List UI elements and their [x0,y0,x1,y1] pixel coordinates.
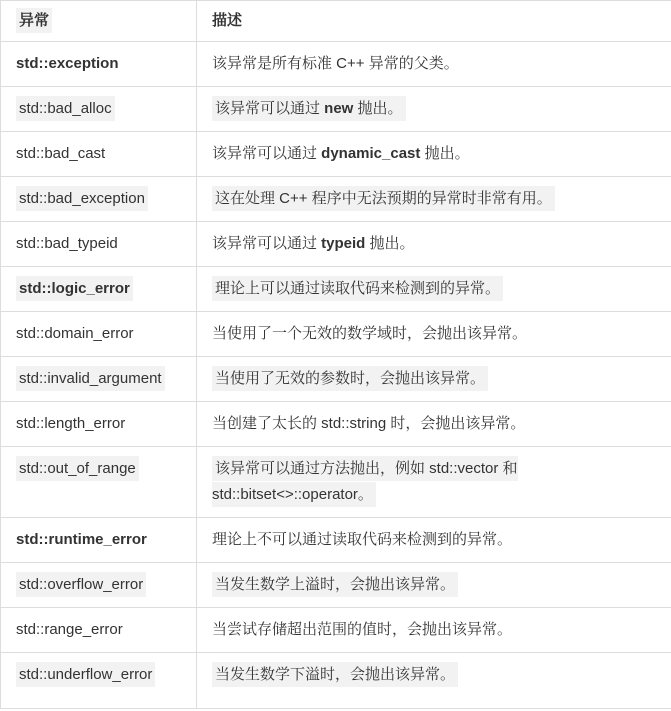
exception-description-cell [197,222,671,267]
exception-description: 该异常可以通过 new 抛出。 [212,96,406,121]
exception-name-cell [1,177,197,222]
exception-name: std::runtime_error [16,531,147,548]
exception-name: std::bad_exception [16,186,148,211]
table-row [1,132,671,177]
exception-name: std::logic_error [16,276,133,301]
exception-description: 该异常可以通过 dynamic_cast 抛出。 [212,145,470,162]
header-row [1,1,671,42]
table-row [1,312,671,357]
exception-name-cell [1,87,197,132]
table-row [1,518,671,563]
exception-name: std::bad_cast [16,145,106,162]
exception-name-cell [1,267,197,312]
exception-name: std::bad_typeid [16,235,118,252]
table-row [1,177,671,222]
exception-name-cell [1,357,197,402]
exception-description: 当发生数学下溢时，会抛出该异常。 [212,662,458,687]
exception-name-cell [1,608,197,653]
exception-description-cell [197,312,671,357]
exception-description: 理论上不可以通过读取代码来检测到的异常。 [212,531,513,548]
exception-name: std::exception [16,55,119,72]
exception-name: std::domain_error [16,325,134,342]
column-header-exception [1,1,197,42]
exception-description-cell [197,132,671,177]
exception-description: 当使用了一个无效的数学域时，会抛出该异常。 [212,325,528,342]
exception-name-cell [1,42,197,87]
exception-description-cell [197,87,671,132]
exception-name-cell [1,563,197,608]
exception-description: 该异常是所有标准 C++ 异常的父类。 [212,55,459,72]
keyword-bold: typeid [321,235,366,252]
table-row [1,563,671,608]
exception-name-cell [1,653,197,709]
exception-name-cell [1,518,197,563]
exception-name-cell [1,447,197,518]
exception-name: std::invalid_argument [16,366,165,391]
table-row [1,653,671,709]
exception-description: 当发生数学上溢时，会抛出该异常。 [212,572,458,597]
exception-name-cell [1,402,197,447]
exception-description-cell [197,357,671,402]
exception-description: 该异常可以通过 typeid 抛出。 [212,235,415,252]
column-header-exception-label: 异常 [16,8,52,33]
table-row [1,267,671,312]
exception-name: std::overflow_error [16,572,146,597]
exception-name: std::out_of_range [16,456,139,481]
exception-description-cell [197,402,671,447]
exception-description-cell [197,177,671,222]
table-row [1,608,671,653]
exception-description-cell [197,653,671,709]
exception-name: std::length_error [16,415,126,432]
exception-description-cell [197,608,671,653]
table-row [1,87,671,132]
exception-description: 当创建了太长的 std::string 时，会抛出该异常。 [212,415,526,432]
table-row [1,42,671,87]
exception-description-cell [197,42,671,87]
table-row [1,402,671,447]
exception-description-cell [197,563,671,608]
keyword-bold: dynamic_cast [321,145,421,162]
exception-description: 当使用了无效的参数时，会抛出该异常。 [212,366,488,391]
exception-description-cell [197,447,671,518]
column-header-description-label: 描述 [212,12,243,29]
exception-name-cell [1,222,197,267]
keyword-bold: new [324,100,354,117]
exception-name: std::underflow_error [16,662,155,687]
exception-name: std::bad_alloc [16,96,115,121]
exception-description-cell [197,518,671,563]
exception-name-cell [1,312,197,357]
table-row [1,447,671,518]
table-row [1,222,671,267]
exception-description: 理论上可以通过读取代码来检测到的异常。 [212,276,503,301]
table-row [1,357,671,402]
exception-description: 当尝试存储超出范围的值时，会抛出该异常。 [212,621,513,638]
exception-description: 该异常可以通过方法抛出，例如 std::vector 和 std::bitset<>::operator。 [212,456,518,507]
exception-name-cell [1,132,197,177]
exception-description: 这在处理 C++ 程序中无法预期的异常时非常有用。 [212,186,555,211]
exception-description-cell [197,267,671,312]
column-header-description [197,1,671,42]
exception-name: std::range_error [16,621,123,638]
